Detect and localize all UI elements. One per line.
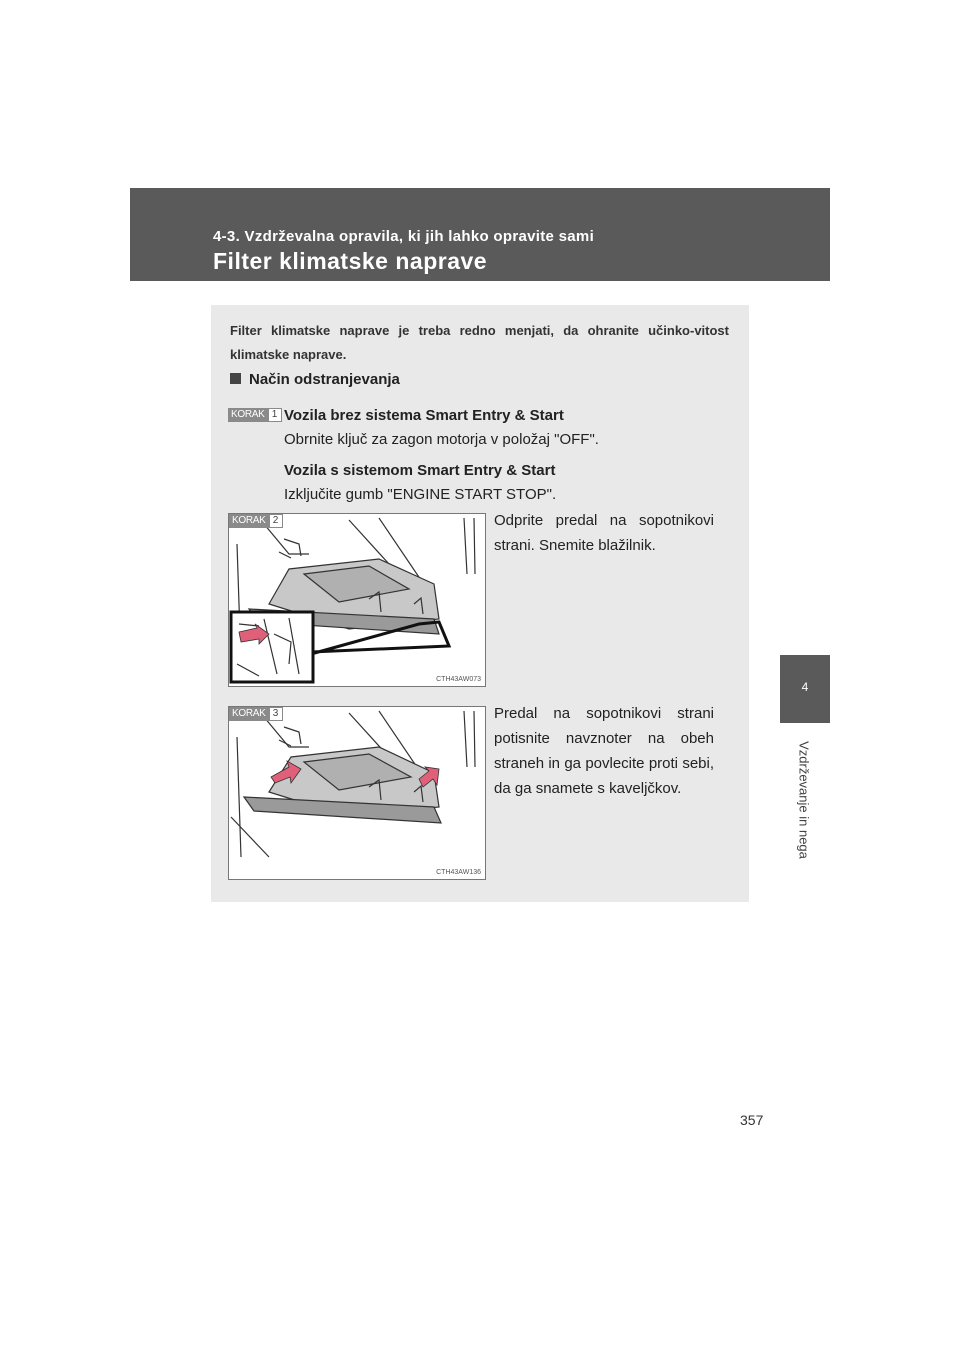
figure-code: CTH43AW136	[436, 869, 481, 876]
subheading	[230, 371, 400, 388]
step-badge-label: KORAK	[228, 408, 268, 422]
step-3-figure	[228, 706, 486, 880]
step-badge-label: KORAK	[229, 514, 269, 528]
chapter-side-label	[782, 735, 826, 865]
step-2-figure	[228, 513, 486, 687]
step-3-badge	[229, 707, 283, 721]
step-1-variant-b-title: Vozila s sistemom Smart Entry & Start	[284, 462, 556, 479]
content-panel	[211, 305, 749, 902]
step-badge-number: 3	[269, 707, 283, 721]
step-1-variant-a-title: Vozila brez sistema Smart Entry & Start	[284, 407, 564, 424]
chapter-label-text: Vzdrževanje in nega	[796, 741, 812, 859]
page-number: 357	[740, 1112, 764, 1128]
square-bullet-icon	[230, 373, 241, 384]
page-title: Filter klimatske naprave	[213, 248, 488, 274]
step-2-text: Odprite predal na sopotnikovi strani. Snemite blažilnik.	[494, 512, 714, 554]
glovebox-open-illustration	[229, 514, 485, 686]
step-badge-label: KORAK	[229, 707, 269, 721]
glovebox-remove-illustration	[229, 707, 485, 879]
step-badge-number: 1	[268, 408, 282, 422]
chapter-tab	[780, 655, 830, 723]
step-badge-number: 2	[269, 514, 283, 528]
section-title: 4-3. Vzdrževalna opravila, ki jih lahko opravite sami	[213, 228, 595, 245]
subheading-text: Način odstranjevanja	[249, 371, 400, 388]
step-2-badge	[229, 514, 283, 528]
step-1-variant-b-text: Izključite gumb "ENGINE START STOP".	[284, 486, 557, 503]
step-1-variant-a-text: Obrnite ključ za zagon motorja v položaj "OFF".	[284, 431, 599, 448]
step-3-text: Predal na sopotnikovi strani potisnite navznoter na obeh straneh in ga povlecite proti sebi, da ga snamete s kaveljčkov.	[494, 705, 714, 797]
intro-text: Filter klimatske naprave je treba redno menjati, da ohranite učinko-vitost klimatske naprave.	[230, 323, 729, 362]
step-1-badge	[228, 408, 282, 422]
chapter-header	[130, 188, 830, 281]
figure-code: CTH43AW073	[436, 676, 481, 683]
chapter-number: 4	[801, 680, 809, 694]
